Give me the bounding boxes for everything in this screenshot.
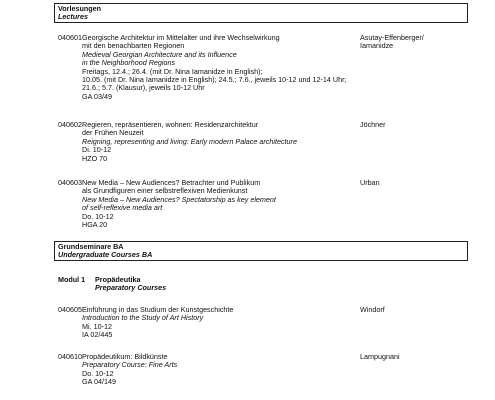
course-title-en: of self-reflexive media art	[82, 203, 163, 213]
course-title-de: als Grundfiguren einer selbstreflexiven Medienkunst	[82, 186, 248, 196]
course-schedule: Do. 10-12	[82, 211, 114, 221]
course-lecturer	[360, 121, 480, 129]
course-title-de: Georgische Architektur im Mittelalter und ihre Wechselwirkung	[82, 33, 280, 42]
course-room: HZO 70	[82, 153, 108, 163]
section-header-lectures	[54, 3, 468, 23]
course-room: GA 03/49	[82, 91, 112, 101]
course-room: GA 04/149	[82, 377, 116, 387]
lecturer-name: Iamanidze	[360, 41, 394, 51]
course-code: 040601	[58, 33, 82, 42]
course-schedule: Freitags, 12.4.; 26.4. (mit Dr. Nina Iamanidze in English);	[82, 66, 263, 76]
lecturer-name: Jöchner	[360, 120, 386, 129]
course-title-de: Regieren, repräsentieren, wohnen: Residenzarchitektur	[82, 120, 259, 129]
course-title-en: Preparatory Course: Fine Arts	[82, 360, 178, 370]
course-title-en: New Media – New Audiences? Spectatorship as key element	[82, 194, 276, 204]
course-lecturer	[360, 306, 480, 314]
course-schedule: 10.05. (mit Dr. Nina Iamanidze in English); 24.5.; 7.6., jeweils 10-12 und 12-14 Uhr;	[82, 75, 347, 85]
course-lecturer	[360, 353, 480, 361]
course-code: 040602	[58, 120, 82, 129]
course-body	[82, 353, 382, 387]
section-title-en: Lectures	[58, 12, 88, 22]
course-body	[82, 179, 382, 229]
course-title-de: Einführung in das Studium der Kunstgeschichte	[82, 305, 234, 314]
course-schedule: Mi. 10-12	[82, 321, 112, 331]
course-room: HGA 20	[82, 220, 108, 230]
course-code: 040603	[58, 178, 82, 187]
course-body	[82, 121, 382, 163]
course-title-en: Reigning, representing and living: Early modern Palace architecture	[82, 136, 297, 146]
course-code: 040610	[58, 352, 82, 361]
module-title-en: Preparatory Courses	[95, 283, 167, 293]
module-code: Modul 1	[58, 275, 86, 284]
course-schedule: 21.6.; 5.7. (Klausur), jeweils 10-12 Uhr	[82, 83, 205, 93]
course-title-en: in the Neighborhood Regions	[82, 58, 176, 68]
course-title-de: mit den benachbarten Regionen	[82, 41, 185, 51]
course-lecturer	[360, 179, 480, 187]
course-title-en: Introduction to the Study of Art History	[82, 313, 204, 323]
section-title-en: Undergraduate Courses BA	[58, 250, 153, 260]
lecturer-name: Urban	[360, 178, 380, 187]
section-title-de: Vorlesungen	[58, 4, 101, 13]
section-header-undergraduate	[54, 241, 468, 261]
module-title-de: Propädeutika	[95, 275, 141, 284]
course-schedule: Di. 10-12	[82, 145, 112, 155]
course-body	[82, 306, 382, 340]
course-title-de: New Media – New Audiences? Betrachter und Publikum	[82, 178, 261, 187]
lecturer-name: Windorf	[360, 305, 385, 314]
course-title-de: Propädeutikum: Bildkünste	[82, 352, 168, 361]
course-title-en: Medieval Georgian Architecture and its Influence	[82, 49, 237, 59]
course-code: 040605	[58, 305, 82, 314]
course-lecturer	[360, 34, 480, 51]
lecturer-name: Lampugnani	[360, 352, 400, 361]
course-room: IA 02/445	[82, 330, 113, 340]
module-title	[95, 276, 166, 293]
course-title-de: der Frühen Neuzeit	[82, 128, 144, 138]
course-body	[82, 34, 382, 101]
lecturer-name: Asutay-Effenberger/	[360, 33, 424, 42]
section-title-de: Grundseminare BA	[58, 242, 124, 251]
course-schedule: Do. 10-12	[82, 368, 114, 378]
